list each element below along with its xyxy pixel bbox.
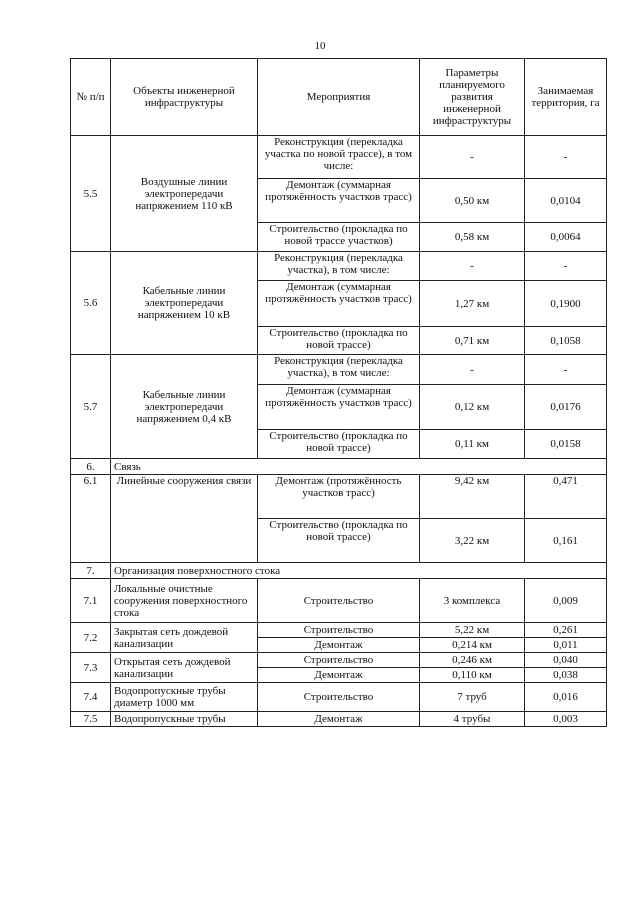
row-param: 0,214 км [420,638,525,653]
row-num: 5.7 [71,355,111,459]
row-area: 0,471 [525,475,607,519]
table-row [71,653,607,668]
row-area: 0,009 [525,579,607,623]
row-param: - [420,355,525,385]
row-param: 0,246 км [420,653,525,668]
row-object: Линейные сооружения связи [111,475,258,563]
table-row [71,623,607,638]
row-num: 7.3 [71,653,111,683]
row-param: 0,58 км [420,223,525,252]
row-area: 0,0158 [525,430,607,459]
row-measure: Строительство (прокладка по новой трассе) [258,519,420,563]
row-object: Воздушные линии электропередачи напряжением 110 кВ [111,136,258,252]
row-area: 0,0064 [525,223,607,252]
row-param: 0,11 км [420,430,525,459]
row-param: 0,50 км [420,179,525,223]
row-num: 7.5 [71,712,111,727]
section-row [71,563,607,579]
row-num: 6.1 [71,475,111,563]
header-params: Параметры планируемого развития инженерной инфраструктуры [420,59,525,136]
row-param: - [420,252,525,281]
header-measures: Мероприятия [258,59,420,136]
row-area: - [525,252,607,281]
page-number: 10 [314,40,326,52]
row-area: 0,003 [525,712,607,727]
row-param: 3 комплекса [420,579,525,623]
row-object: Открытая сеть дождевой канализации [111,653,258,683]
row-measure: Демонтаж (суммарная протяжённость участков трасс) [258,179,420,223]
row-num: 5.6 [71,252,111,355]
row-measure: Демонтаж (протяжённость участков трасс) [258,475,420,519]
row-measure: Демонтаж [258,668,420,683]
row-measure: Строительство [258,653,420,668]
row-object: Локальные очистные сооружения поверхностного стока [111,579,258,623]
section-title: Связь [111,459,607,475]
row-area: 0,040 [525,653,607,668]
table-row [71,355,607,385]
row-area: 0,011 [525,638,607,653]
row-object: Кабельные линии электропередачи напряжением 10 кВ [111,252,258,355]
row-area: 0,016 [525,683,607,712]
row-num: 7.4 [71,683,111,712]
header-num: № п/п [71,59,111,136]
row-param: 3,22 км [420,519,525,563]
row-measure: Реконструкция (перекладка участка по новой трассе), в том числе: [258,136,420,179]
row-area: 0,261 [525,623,607,638]
row-measure: Строительство [258,623,420,638]
table-header-row [71,59,607,136]
row-area: 0,1900 [525,281,607,327]
header-object: Объекты инженерной инфраструктуры [111,59,258,136]
row-measure: Демонтаж (суммарная протяжённость участков трасс) [258,281,420,327]
row-param: 9,42 км [420,475,525,519]
row-param: 7 труб [420,683,525,712]
row-measure: Строительство [258,683,420,712]
row-area: - [525,136,607,179]
table-row [71,683,607,712]
section-num: 6. [71,459,111,475]
row-object: Водопропускные трубы диаметр 1000 мм [111,683,258,712]
row-measure: Строительство [258,579,420,623]
row-measure: Строительство (прокладка по новой трассе) [258,430,420,459]
table-row [71,475,607,519]
row-param: 0,71 км [420,327,525,355]
section-num: 7. [71,563,111,579]
row-area: 0,1058 [525,327,607,355]
section-row [71,459,607,475]
row-num: 7.2 [71,623,111,653]
row-param: 0,12 км [420,385,525,430]
row-measure: Демонтаж [258,638,420,653]
row-area: 0,161 [525,519,607,563]
row-param: 4 трубы [420,712,525,727]
table-row [71,712,607,727]
infrastructure-table [70,58,607,727]
row-area: 0,0104 [525,179,607,223]
row-measure: Демонтаж [258,712,420,727]
row-measure: Реконструкция (перекладка участка), в том числе: [258,355,420,385]
row-object: Закрытая сеть дождевой канализации [111,623,258,653]
table-row [71,579,607,623]
header-area: Занимаемая территория, га [525,59,607,136]
table-row [71,252,607,281]
section-title: Организация поверхностного стока [111,563,607,579]
row-object: Кабельные линии электропередачи напряжением 0,4 кВ [111,355,258,459]
row-area: - [525,355,607,385]
row-area: 0,038 [525,668,607,683]
row-measure: Реконструкция (перекладка участка), в том числе: [258,252,420,281]
row-measure: Строительство (прокладка по новой трассе участков) [258,223,420,252]
row-param: - [420,136,525,179]
table-row [71,136,607,179]
row-object: Водопропускные трубы [111,712,258,727]
row-area: 0,0176 [525,385,607,430]
row-param: 0,110 км [420,668,525,683]
row-param: 5,22 км [420,623,525,638]
row-measure: Демонтаж (суммарная протяжённость участков трасс) [258,385,420,430]
row-num: 7.1 [71,579,111,623]
row-measure: Строительство (прокладка по новой трассе) [258,327,420,355]
row-num: 5.5 [71,136,111,252]
row-param: 1,27 км [420,281,525,327]
